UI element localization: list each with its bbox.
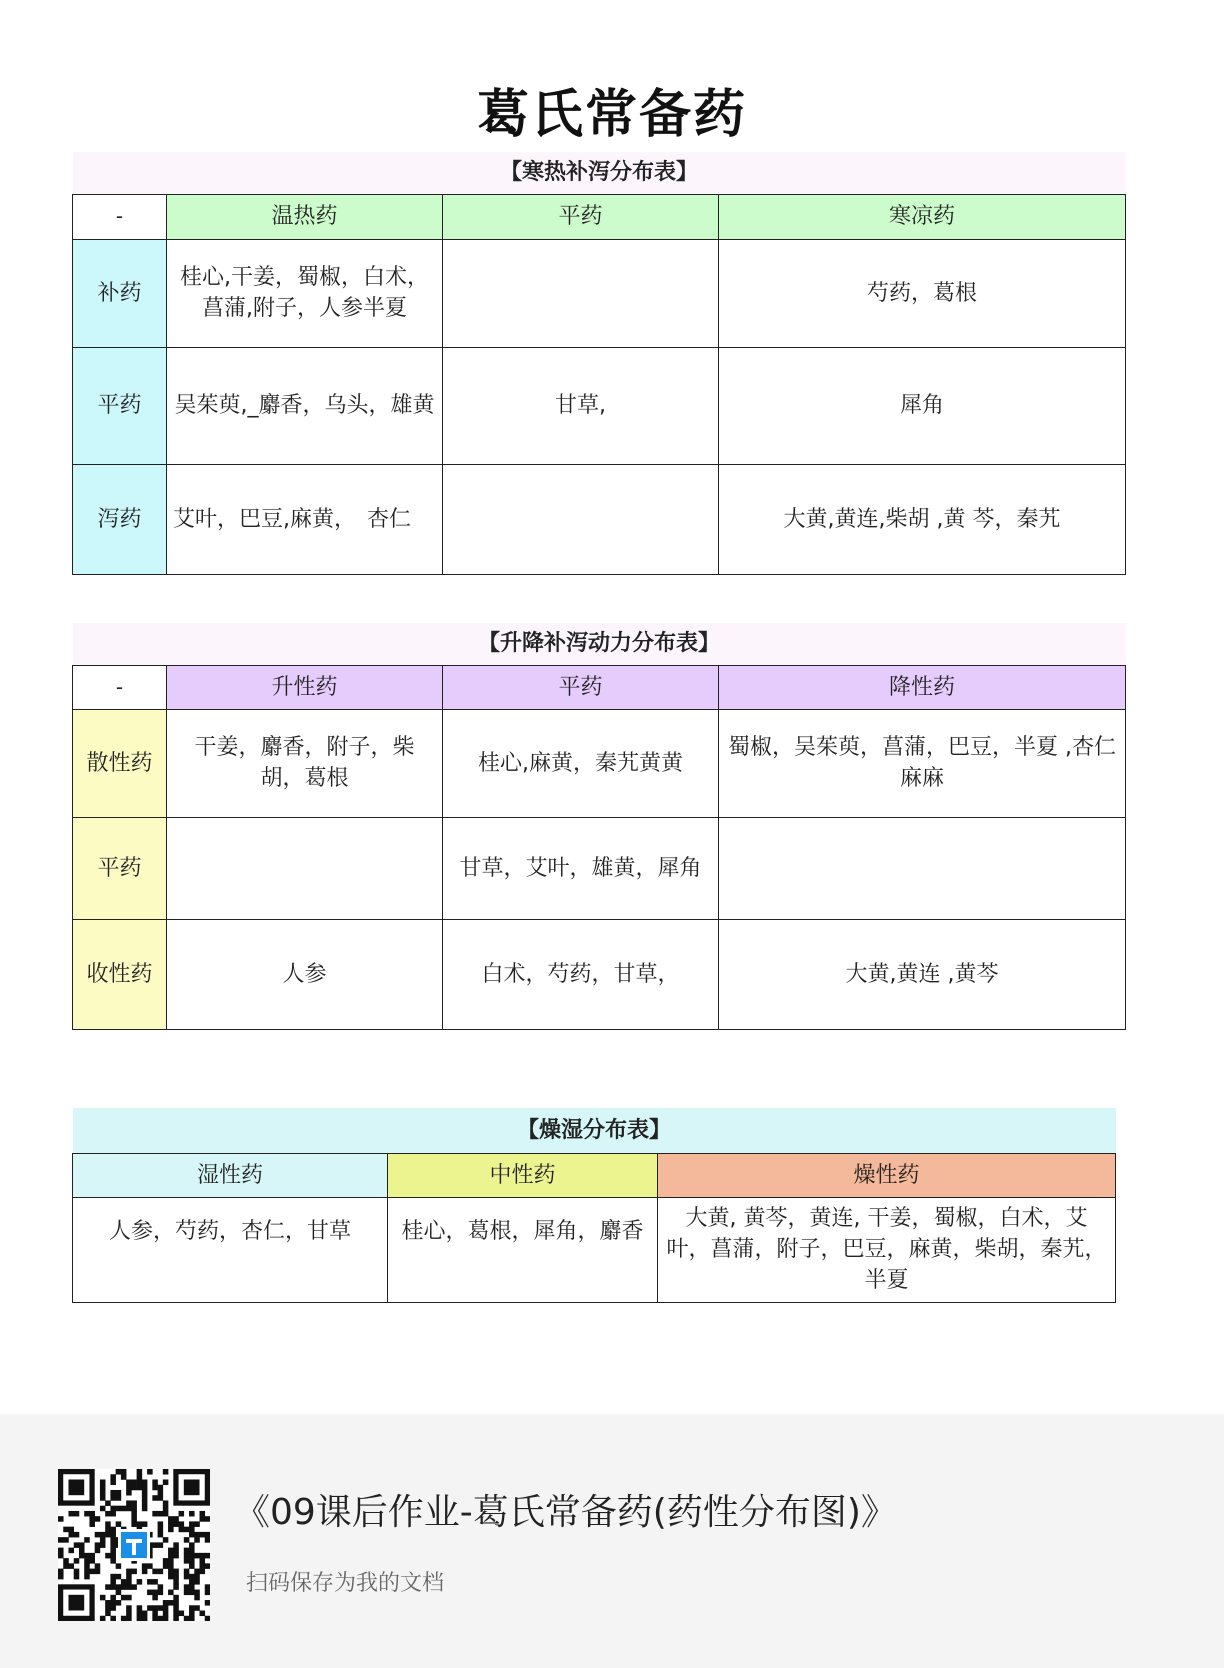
row-label: 补药	[73, 239, 167, 347]
table-cell	[443, 464, 719, 574]
table-cell: 大黄,黄连,柴胡 ,黄 芩，秦艽	[719, 464, 1126, 574]
table-cell: 桂心，葛根，犀角，麝香	[388, 1197, 658, 1302]
table-cell: 甘草,	[443, 347, 719, 464]
table-cell: 干姜，麝香，附子，柴胡，葛根	[167, 709, 443, 817]
table-cell: 大黄,黄连 ,黄芩	[719, 919, 1126, 1029]
ascend-descend-table	[72, 623, 1126, 1030]
table-cell: 蜀椒，吴茱萸，菖蒲，巴豆，半夏 ,杏仁麻麻	[719, 709, 1126, 817]
table-cell: 吴茱萸,_麝香，乌头，雄黄	[167, 347, 443, 464]
qr-code-icon[interactable]	[58, 1469, 210, 1621]
header-warm: 温热药	[167, 194, 443, 239]
page-title: 葛氏常备药	[476, 85, 747, 145]
table-cell	[443, 239, 719, 347]
table-cell: 白术，芍药，甘草，	[443, 919, 719, 1029]
table-caption: 【燥湿分布表】	[73, 1108, 1116, 1153]
row-label: 泻药	[73, 464, 167, 574]
table-cell: 大黄, 黄芩，黄连, 干姜，蜀椒，白术，艾叶，菖蒲，附子，巴豆，麻黄，柴胡，秦艽，半夏	[658, 1197, 1116, 1302]
table-cell: 人参	[167, 919, 443, 1029]
qr-code-graphic	[58, 1469, 210, 1621]
table-caption: 【升降补泻动力分布表】	[73, 623, 1126, 665]
header-ascending: 升性药	[167, 665, 443, 709]
table-cell: 桂心,麻黄，秦艽黄黄	[443, 709, 719, 817]
scan-save-hint: 扫码保存为我的文档	[246, 1571, 445, 1596]
row-label: 散性药	[73, 709, 167, 817]
table-cell: 犀角	[719, 347, 1126, 464]
table-cell: 桂心,干姜，蜀椒，白术，菖蒲,附子，人参半夏	[167, 239, 443, 347]
row-label: 平药	[73, 347, 167, 464]
dry-wet-table	[72, 1108, 1116, 1303]
table-cell: 艾叶，巴豆,麻黄， 杏仁	[167, 464, 443, 574]
header-dry: 燥性药	[658, 1153, 1116, 1197]
table-cell: 甘草，艾叶，雄黄，犀角	[443, 817, 719, 919]
document-title-link[interactable]: 《09课后作业-葛氏常备药(药性分布图)》	[234, 1492, 897, 1533]
footer-bar	[0, 1414, 1224, 1668]
header-corner: -	[73, 665, 167, 709]
cold-heat-table	[72, 152, 1126, 575]
header-descending: 降性药	[719, 665, 1126, 709]
header-cold: 寒凉药	[719, 194, 1126, 239]
table-cell	[719, 817, 1126, 919]
header-neutral: 平药	[443, 194, 719, 239]
table-cell: 芍药，葛根	[719, 239, 1126, 347]
header-neutral: 平药	[443, 665, 719, 709]
table-cell: 人参，芍药，杏仁，甘草	[73, 1197, 388, 1302]
table-caption: 【寒热补泻分布表】	[73, 152, 1126, 194]
header-neutral: 中性药	[388, 1153, 658, 1197]
header-corner: -	[73, 194, 167, 239]
table-cell	[167, 817, 443, 919]
header-wet: 湿性药	[73, 1153, 388, 1197]
row-label: 平药	[73, 817, 167, 919]
row-label: 收性药	[73, 919, 167, 1029]
